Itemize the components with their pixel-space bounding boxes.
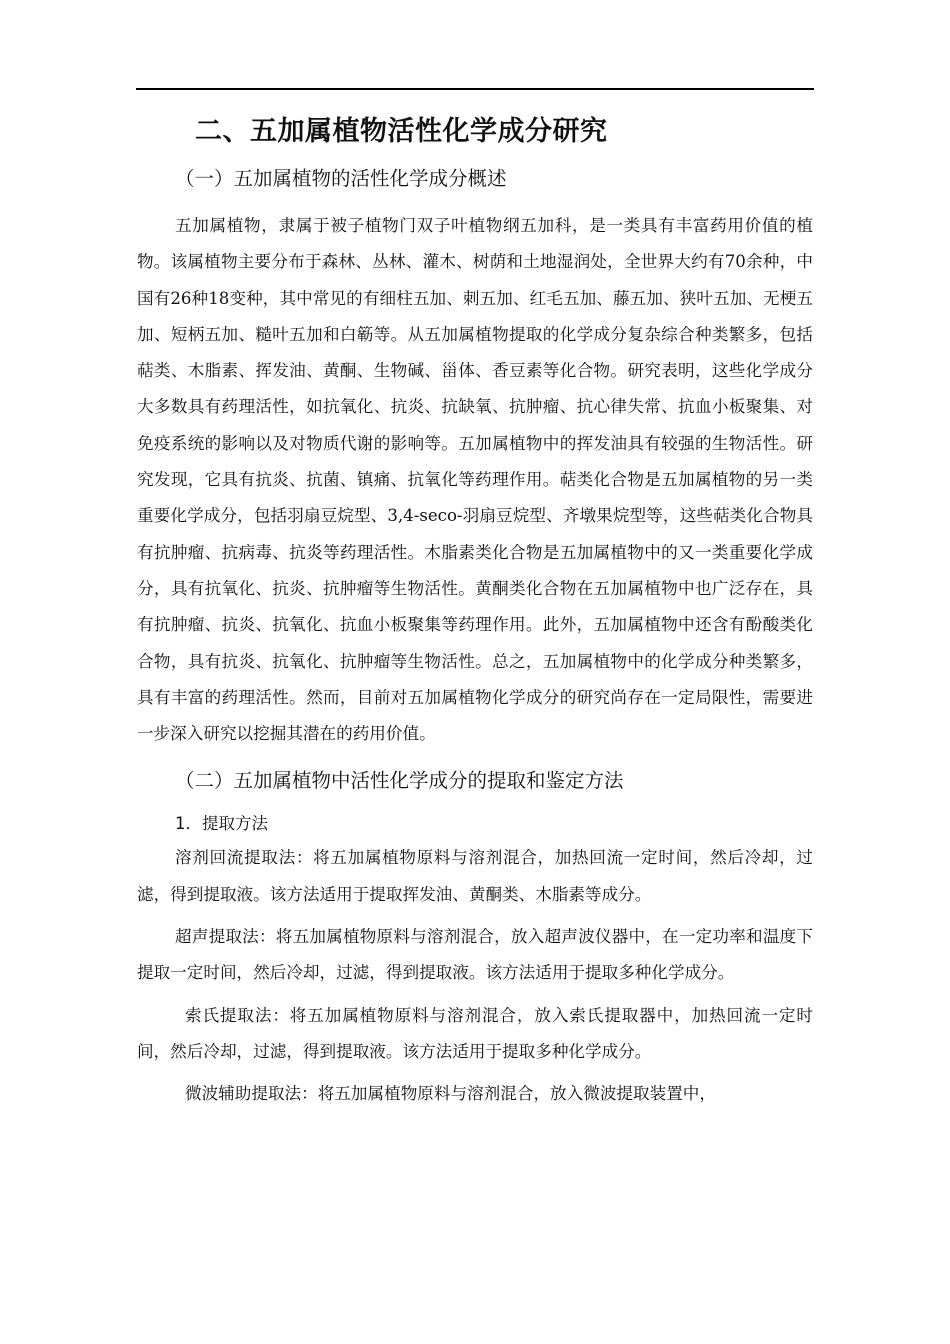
section-heading-methods: （二）五加属植物中活性化学成分的提取和鉴定方法: [175, 769, 624, 793]
method-paragraph-reflux: 溶剂回流提取法：将五加属植物原料与溶剂混合，加热回流一定时间，然后冷却，过滤，得到提取液。该方法适用于提取挥发油、黄酮类、木脂素等成分。: [137, 848, 813, 904]
overview-paragraph: 五加属植物，隶属于被子植物门双子叶植物纲五加科，是一类具有丰富药用价值的植物。该属植物主要分布于森林、丛林、灌木、树荫和土地湿润处，全世界大约有70余种，中国有26种18变种，其中常见的有细柱五加、刺五加、红毛五加、藤五加、狭叶五加、无梗五加、短柄五加、糙叶五加和白簕等。从五加属植物提取的化学成分复杂综合种类繁多，包括萜类、木脂素、挥发油、黄酮、生物碱、甾体、香豆素等化合物。研究表明，这些化学成分大多数具有药理活性，如抗氧化、抗炎、抗缺氧、抗肿瘤、抗心律失常、抗血小板聚集、对免疫系统的影响以及对物质代谢的影响等。五加属植物中的挥发油具有较强的生物活性。研究发现，它具有抗炎、抗菌、镇痛、抗氧化等药理作用。萜类化合物是五加属植物的另一类重要化学成分，包括羽扇豆烷型、3,4-seco-羽扇豆烷型、齐墩果烷型等，这些萜类化合物具有抗肿瘤、抗病毒、抗炎等药理活性。木脂素类化合物是五加属植物中的又一类重要化学成分，具有抗氧化、抗炎、抗肿瘤等生物活性。黄酮类化合物在五加属植物中也广泛存在，具有抗肿瘤、抗炎、抗氧化、抗血小板聚集等药理作用。此外，五加属植物中还含有酚酸类化合物，具有抗炎、抗氧化、抗肿瘤等生物活性。总之，五加属植物中的化学成分种类繁多，具有丰富的药理活性。然而，目前对五加属植物化学成分的研究尚存在一定局限性，需要进一步深入研究以挖掘其潜在的药用价值。: [137, 216, 813, 744]
chapter-heading: 二、五加属植物活性化学成分研究: [195, 116, 608, 147]
method-paragraph-ultrasonic: 超声提取法：将五加属植物原料与溶剂混合，放入超声波仪器中，在一定功率和温度下提取一定时间，然后冷却，过滤，得到提取液。该方法适用于提取多种化学成分。: [137, 927, 813, 983]
method-paragraph-microwave: 微波辅助提取法：将五加属植物原料与溶剂混合，放入微波提取装置中，: [185, 1084, 716, 1104]
header-rule: [136, 88, 814, 90]
subsection-heading-extraction: 1．提取方法: [175, 814, 268, 834]
section-heading-overview: （一）五加属植物的活性化学成分概述: [175, 167, 507, 190]
document-body: [137, 114, 813, 1113]
method-paragraph-soxhlet: 索氏提取法：将五加属植物原料与溶剂混合，放入索氏提取器中，加热回流一定时间，然后冷却，过滤，得到提取液。该方法适用于提取多种化学成分。: [137, 1005, 813, 1061]
